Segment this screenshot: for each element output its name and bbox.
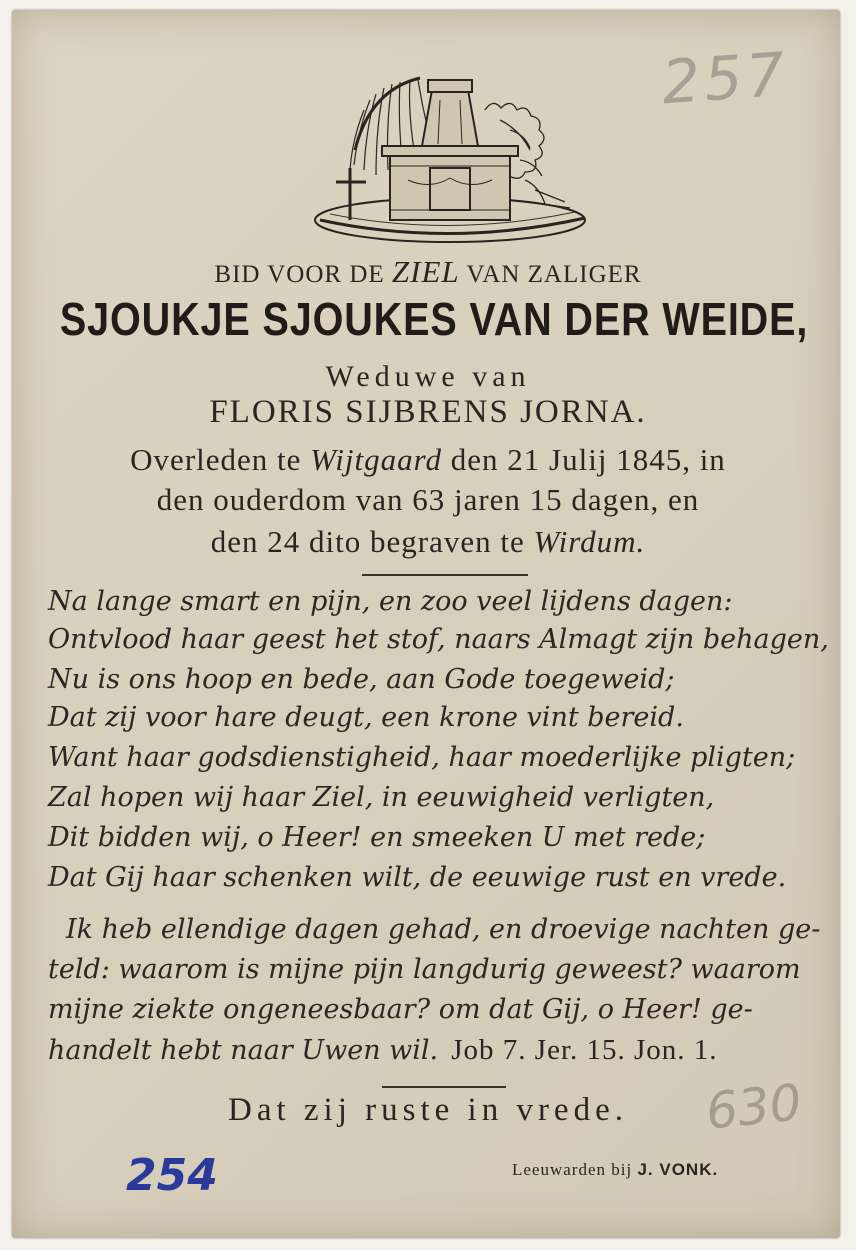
printer-credit — [512, 1160, 718, 1180]
prayer-heading — [0, 254, 856, 290]
place-of-death: Wijtgaard — [310, 442, 443, 477]
printer-name: J. VONK. — [637, 1160, 719, 1179]
divider-bottom — [382, 1086, 506, 1088]
place-of-burial: Wirdum. — [533, 524, 646, 559]
death-line-2: den ouderdom van 63 jaren 15 dagen, en — [156, 482, 700, 517]
death-line-3a: den 24 dito begraven te — [210, 524, 525, 559]
poem-line: Dat zij voor hare deugt, een krone vint bereid. — [48, 702, 684, 733]
deceased-name: SJOUKJE SJOUKES VAN DER WEIDE, — [59, 293, 809, 345]
death-line-1b: den 21 Julij 1845, in — [450, 442, 726, 477]
tomb-engraving-icon — [310, 70, 595, 245]
pencil-number-top: 257 — [659, 39, 791, 119]
scripture-line: teld: waarom is mijne pijn langdurig geweest? waarom — [48, 954, 801, 985]
death-line-1a: Overleden te — [130, 442, 302, 477]
death-line-3 — [0, 524, 856, 560]
husband-name: FLORIS SIJBRENS JORNA. — [209, 394, 647, 430]
scripture-line: mijne ziekte ongeneesbaar? om dat Gij, o Heer! ge- — [48, 994, 753, 1025]
ink-number-bottom: 254 — [126, 1150, 218, 1201]
prayer-suffix: VAN ZALIGER — [466, 261, 642, 288]
prayer-prefix: BID VOOR DE — [214, 261, 385, 288]
poem-line: Dit bidden wij, o Heer! en smeeken U met rede; — [48, 822, 706, 853]
poem-line: Zal hopen wij haar Ziel, in eeuwigheid verligten, — [48, 782, 715, 813]
pencil-number-right: 630 — [703, 1073, 805, 1141]
printer-prefix: Leeuwarden bij — [512, 1160, 633, 1179]
death-line-1 — [0, 442, 856, 478]
scripture-line: Ik heb ellendige dagen gehad, en droevige nachten ge- — [66, 914, 821, 945]
poem-line: Dat Gij haar schenken wilt, de eeuwige rust en vrede. — [48, 862, 787, 893]
closing-line: Dat zij ruste in vrede. — [228, 1092, 628, 1128]
poem-line: Ontvlood haar geest het stof, naars Almagt zijn behagen, — [48, 624, 829, 655]
prayer-ziel: ZIEL — [391, 254, 460, 289]
scripture-last-line — [48, 1034, 718, 1067]
scripture-reference: Job 7. Jer. 15. Jon. 1. — [451, 1034, 718, 1066]
poem-line: Nu is ons hoop en bede, aan Gode toegeweid; — [48, 664, 675, 695]
poem-line: Na lange smart en pijn, en zoo veel lijdens dagen: — [48, 586, 733, 617]
divider-top — [362, 574, 528, 576]
widow-of-label: Weduwe van — [325, 360, 531, 393]
poem-line: Want haar godsdienstigheid, haar moederlijke pligten; — [48, 742, 796, 773]
scripture-last-italic: handelt hebt naar Uwen wil. — [48, 1035, 439, 1066]
